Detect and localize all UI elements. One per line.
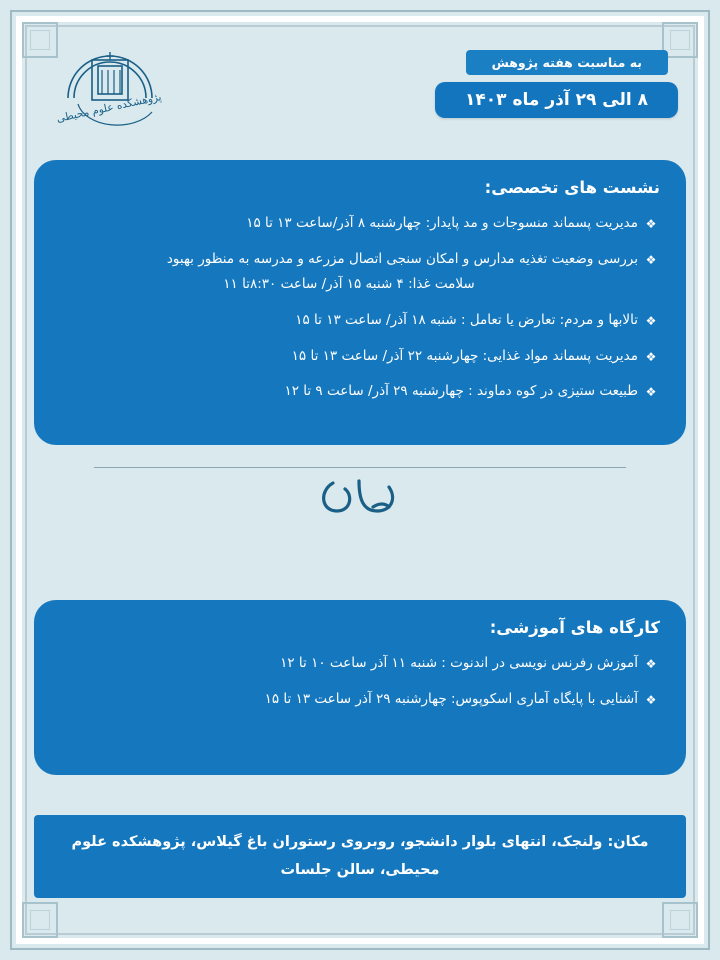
date-badge: ۸ الی ۲۹ آذر ماه ۱۴۰۳	[435, 82, 678, 118]
session-text: مدیریت پسماند مواد غذایی: چهارشنبه ۲۲ آذر/ ساعت ۱۳ تا ۱۵	[291, 347, 638, 364]
workshop-text: آشنایی با پایگاه آماری اسکوپوس: چهارشنبه ۲۹ آذر ساعت ۱۳ تا ۱۵	[264, 690, 638, 707]
specialized-sessions-panel	[34, 160, 686, 445]
section-divider	[34, 455, 686, 525]
list-item	[60, 308, 660, 334]
workshops-panel	[34, 600, 686, 775]
calligraphy-glyph-icon	[315, 473, 405, 523]
calligraphy-ornament-icon	[34, 473, 686, 533]
session-text: طبیعت ستیزی در کوه دماوند : چهارشنبه ۲۹ آذر/ ساعت ۹ تا ۱۲	[284, 383, 638, 400]
logo-institute-name: پژوهشکده علوم محیطی	[55, 91, 163, 125]
occasion-badge: به مناسبت هفته پژوهش	[466, 50, 668, 75]
university-logo	[48, 40, 178, 160]
specialized-sessions-title: نشست های تخصصی:	[484, 178, 660, 197]
session-text-line1: بررسی وضعیت تغذیه مدارس و امکان سنجی اتصال مزرعه و مدرسه به منظور بهبود	[166, 250, 638, 267]
spacer	[34, 525, 686, 600]
list-item	[60, 379, 660, 405]
session-text: تالابها و مردم: تعارض یا تعامل : شنبه ۱۸ آذر/ ساعت ۱۳ تا ۱۵	[295, 311, 638, 328]
session-text	[60, 247, 638, 298]
list-item	[60, 344, 660, 370]
workshop-text: آموزش رفرنس نویسی در اندنوت : شنبه ۱۱ آذر ساعت ۱۰ تا ۱۲	[280, 655, 638, 671]
workshops-title: کارگاه های آموزشی:	[489, 618, 660, 637]
divider-line	[94, 467, 626, 468]
poster-content	[34, 34, 686, 926]
list-item	[60, 651, 660, 677]
list-item	[60, 687, 660, 713]
diamond-bullet-icon: ❖	[645, 692, 657, 707]
diamond-bullet-icon: ❖	[645, 349, 657, 364]
venue-line-1: مکان: ولنجک، انتهای بلوار دانشجو، روبروی رستوران باغ گیلاس، پژوهشکده علوم	[71, 834, 649, 850]
diamond-bullet-icon: ❖	[645, 217, 657, 231]
list-item	[60, 247, 660, 298]
session-text: مدیریت پسماند منسوجات و مد پایدار: چهارشنبه ۸ آذر/ساعت ۱۳ تا ۱۵	[246, 215, 638, 231]
session-text-line2: سلامت غذا: ۴ شنبه ۱۵ آذر/ ساعت ۸:۳۰تا ۱۱	[223, 276, 475, 293]
venue-line-2: محیطی، سالن جلسات	[280, 861, 440, 878]
diamond-bullet-icon: ❖	[645, 385, 657, 400]
diamond-bullet-icon: ❖	[645, 313, 657, 328]
venue-footer	[34, 815, 686, 898]
poster-header	[34, 34, 686, 154]
diamond-bullet-icon: ❖	[645, 252, 657, 267]
list-item	[60, 211, 660, 237]
diamond-bullet-icon: ❖	[645, 657, 657, 671]
